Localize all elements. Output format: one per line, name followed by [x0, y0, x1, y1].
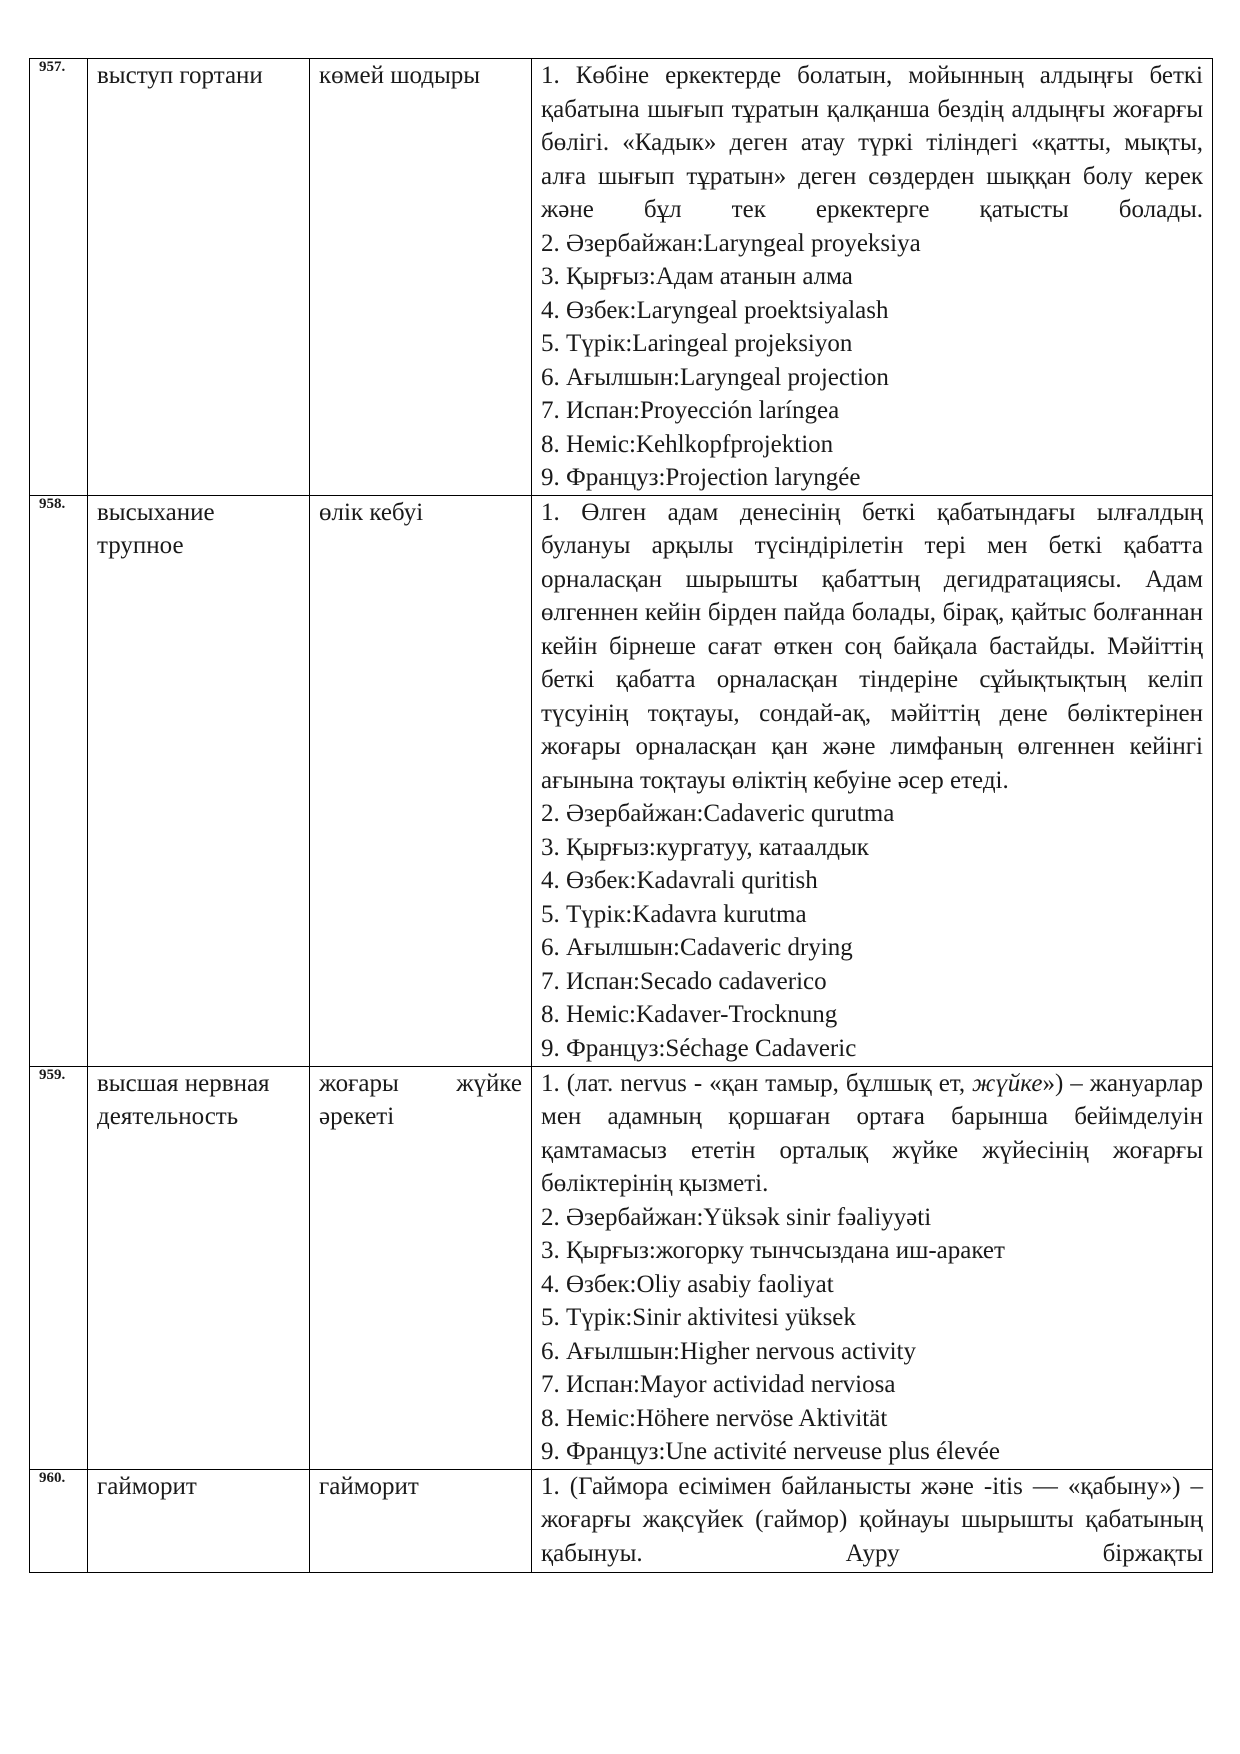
definition-text [541, 1067, 1203, 1201]
entry-row-960 [30, 1469, 1213, 1572]
translation-line: 4. Өзбек:Kadavrali quritish [541, 867, 818, 894]
translation-line: 4. Өзбек:Laryngeal proektsiyalash [541, 296, 889, 324]
entry-number: 960. [30, 1469, 88, 1572]
definition-part: 1. (лат. nervus - «қан тамыр, бұлшық ет, [541, 1069, 973, 1097]
translation-line: 8. Неміс:Kadaver-Trocknung [541, 1001, 838, 1028]
definition-italic-word: жүйке [972, 1069, 1043, 1097]
kazakh-term: гайморит [310, 1469, 532, 1572]
definition-cell [532, 1066, 1213, 1469]
translation-line: 2. Әзербайжан:Laryngeal proyeksiya [541, 229, 921, 257]
entry-number: 958. [30, 495, 88, 1066]
dictionary-table [29, 58, 1213, 1573]
translation-line: 3. Қырғыз:Адам атанын алма [541, 263, 853, 290]
russian-term: гайморит [88, 1469, 310, 1572]
translation-line: 7. Испан:Proyección laríngea [541, 397, 840, 424]
translation-line: 5. Түрік:Kadavra kurutma [541, 900, 807, 928]
entry-row-957 [30, 59, 1213, 496]
definition-cell [532, 495, 1213, 1066]
translation-line: 6. Ағылшын:Higher nervous activity [541, 1337, 916, 1365]
entry-number: 959. [30, 1066, 88, 1469]
definition-cell [532, 59, 1213, 496]
translation-line: 5. Түрік:Laringeal projeksiyon [541, 330, 853, 357]
entry-row-958 [30, 495, 1213, 1066]
translation-line: 5. Түрік:Sinir aktivitesi yüksek [541, 1304, 856, 1331]
translation-line: 9. Француз:Séchage Cadaveric [541, 1034, 857, 1062]
translation-line: 7. Испан:Mayor actividad nerviosa [541, 1371, 896, 1398]
translation-line: 9. Француз:Projection laryngée [541, 464, 861, 491]
translation-line: 6. Ағылшын:Laryngeal projection [541, 363, 889, 391]
translation-line: 3. Қырғыз:жогорку тынчсыздана иш-аракет [541, 1237, 1005, 1264]
definition-text: 1. Өлген адам денесінің беткі қабатындағы ылғалдың булануы арқылы түсіндірілетін тері мен беткі қабатта орналасқан шырышты қабаттың дегидратациясы. Адам өлгеннен кейін бірден пайда болады, бірақ, қайтыс болғаннан кейін бірнеше сағат өткен соң байқала бастайды. Мәйіттің беткі қабатта орналасқан тіндеріне сұйықтықтың келіп түсуінің тоқтауы, сондай-ақ, мәйіттің дене бөліктерінен жоғары орналасқан қан және лимфаның өлгеннен кейінгі ағынына тоқтауы өліктің кебуіне әсер етеді. [541, 498, 1203, 794]
kazakh-term-text: жоғары жүйке әрекеті [319, 1069, 522, 1130]
russian-term: выступ гортани [88, 59, 310, 496]
definition-text: 1. Көбіне еркектерде болатын, мойынның алдыңғы беткі қабатына шығып тұратын қалқанша бездің алдыңғы жоғарғы бөлігі. «Кадык» деген атау түркі тіліндегі «қатты, мықты, алға шығып тұратын» деген сөздерден шыққан болу керек және бұл тек еркектерге қатысты болады. [541, 62, 1203, 223]
translation-line: 2. Әзербайжан:Yüksək sinir fəaliyyəti [541, 1203, 932, 1231]
definition-cell [532, 1469, 1213, 1572]
translation-line: 6. Ағылшын:Cadaveric drying [541, 934, 853, 961]
translation-line: 8. Неміс:Höhere nervöse Aktivität [541, 1404, 888, 1432]
translation-line: 9. Француз:Une activité nerveuse plus élevée [541, 1438, 1000, 1465]
definition-part: ») – жануарлар мен адамның қоршаған ортаға барынша бейімделуін қамтамасыз ететін орталық жүйке жүйесінің жоғарғы бөліктерінің қызметі. [541, 1069, 1203, 1197]
kazakh-term [310, 1066, 532, 1469]
entry-row-959 [30, 1066, 1213, 1469]
definition-text: 1. (Гаймора есімімен байланысты және -itis — «қабыну») –жоғарғы жақсүйек (гаймор) қойнауы шырышты қабатының қабынуы. Ауру біржақты [541, 1472, 1203, 1567]
translation-line: 4. Өзбек:Oliy asabiy faoliyat [541, 1270, 834, 1298]
russian-term: высыхание трупное [88, 495, 310, 1066]
kazakh-term: көмей шодыры [310, 59, 532, 496]
translation-line: 8. Неміс:Kehlkopfprojektion [541, 430, 834, 458]
entry-number: 957. [30, 59, 88, 496]
kazakh-term: өлік кебуі [310, 495, 532, 1066]
russian-term: высшая нервная деятельность [88, 1066, 310, 1469]
translation-line: 3. Қырғыз:кургатуу, катаалдык [541, 833, 869, 861]
translation-line: 7. Испан:Secado cadaverico [541, 967, 827, 995]
translation-line: 2. Әзербайжан:Cadaveric qurutma [541, 800, 895, 827]
